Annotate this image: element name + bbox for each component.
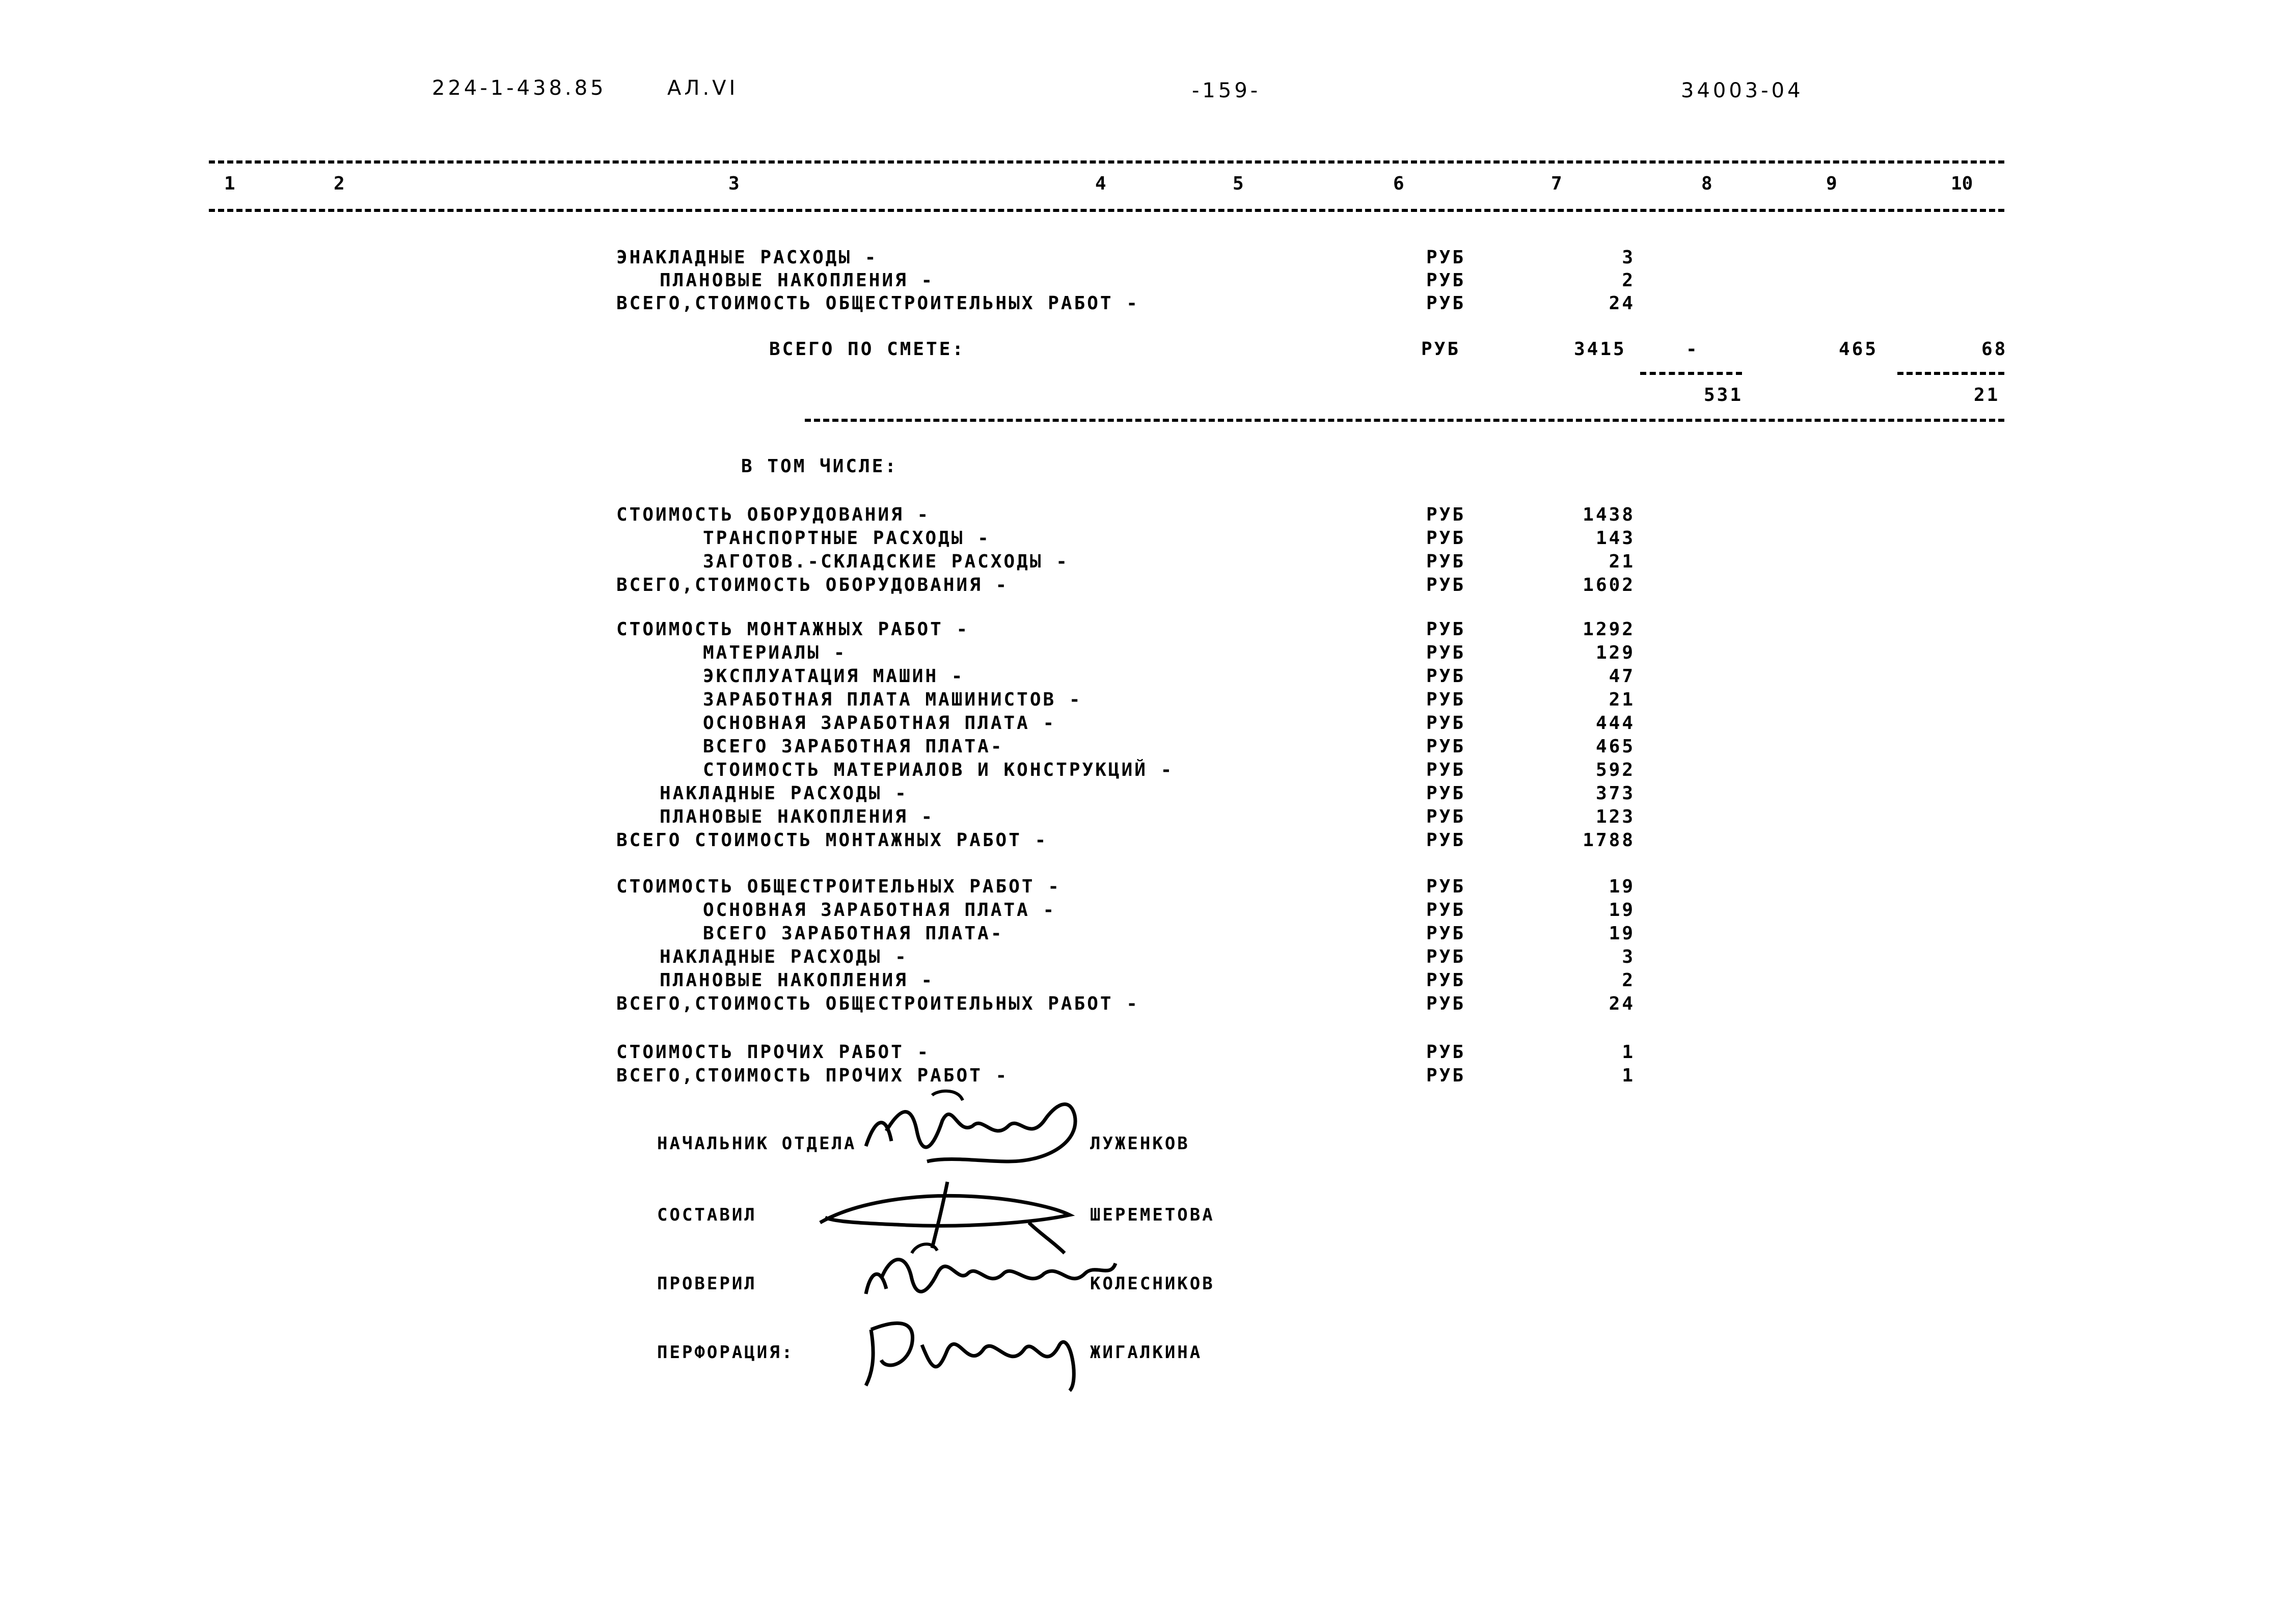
cost-row [616, 528, 1635, 551]
cost-row [616, 575, 1635, 598]
cost-row-unit: РУБ [1426, 293, 1466, 314]
page-number: -159- [1192, 79, 1261, 102]
cost-row-label: СТОИМОСТЬ МАТЕРИАЛОВ И КОНСТРУКЦИЙ - [703, 760, 1174, 780]
cost-row-value: 592 [1595, 760, 1635, 780]
cost-row-label: ЗАГОТОВ.-СКЛАДСКИЕ РАСХОДЫ - [703, 551, 1069, 572]
cost-row-label: ЭНАКЛАДНЫЕ РАСХОДЫ - [616, 247, 878, 268]
cost-row-value: 129 [1595, 642, 1635, 663]
cost-row [616, 900, 1635, 923]
cost-row-label: ВСЕГО СТОИМОСТЬ МОНТАЖНЫХ РАБОТ - [616, 830, 1048, 851]
cost-row-value: 21 [1609, 551, 1635, 572]
cost-row-value: 143 [1595, 528, 1635, 549]
column-number-2: 2 [334, 173, 345, 194]
cost-row-label: ВСЕГО,СТОИМОСТЬ ОБЩЕСТРОИТЕЛЬНЫХ РАБОТ - [616, 293, 1139, 314]
cost-row-label: ВСЕГО,СТОИМОСТЬ ПРОЧИХ РАБОТ - [616, 1065, 1009, 1086]
cost-row-label: ОСНОВНАЯ ЗАРАБОТНАЯ ПЛАТА - [703, 900, 1056, 921]
cost-row [616, 713, 1635, 736]
cost-row-unit: РУБ [1426, 1042, 1466, 1063]
signature-role: СОСТАВИЛ [657, 1205, 757, 1225]
signature-kolesnikov [861, 1233, 1126, 1319]
cost-row [616, 783, 1635, 806]
cost-row-label: СТОИМОСТЬ ПРОЧИХ РАБОТ - [616, 1042, 931, 1063]
cost-row-label: ЗАРАБОТНАЯ ПЛАТА МАШИНИСТОВ - [703, 689, 1082, 710]
including-label: В ТОМ ЧИСЛЕ: [741, 456, 899, 477]
cost-row-unit: РУБ [1426, 551, 1466, 572]
cost-row-unit: РУБ [1426, 970, 1466, 991]
cost-row-label: ПЛАНОВЫЕ НАКОПЛЕНИЯ - [660, 970, 935, 991]
cost-row [616, 876, 1635, 900]
cost-row-label: СТОИМОСТЬ МОНТАЖНЫХ РАБОТ - [616, 619, 970, 640]
total-bottom-rule [805, 419, 2004, 422]
cost-row-label: СТОИМОСТЬ ОБЩЕСТРОИТЕЛЬНЫХ РАБОТ - [616, 876, 1061, 897]
estimate-code: 34003-04 [1681, 79, 1804, 102]
cost-row [616, 689, 1635, 713]
total-row [611, 339, 2008, 362]
cost-row [616, 760, 1635, 783]
cost-row-value: 465 [1595, 736, 1635, 757]
cost-row-label: ОСНОВНАЯ ЗАРАБОТНАЯ ПЛАТА - [703, 713, 1056, 734]
column-number-6: 6 [1393, 173, 1404, 194]
cost-row-value: 1 [1622, 1042, 1635, 1063]
cost-row [616, 736, 1635, 760]
cost-row-unit: РУБ [1426, 736, 1466, 757]
cost-row-value: 2 [1622, 970, 1635, 991]
table-header-rule [209, 209, 2004, 212]
cost-row [616, 666, 1635, 689]
cost-row-unit: РУБ [1426, 760, 1466, 780]
column-number-8: 8 [1701, 173, 1712, 194]
cost-row [616, 946, 1635, 970]
cost-row [616, 247, 1635, 270]
signature-role: НАЧАЛЬНИК ОТДЕЛА [657, 1133, 857, 1154]
cost-row [616, 1042, 1635, 1065]
signature-name: ЛУЖЕНКОВ [1090, 1133, 1190, 1154]
cost-row-unit: РУБ [1426, 619, 1466, 640]
cost-row-unit: РУБ [1426, 783, 1466, 804]
cost-row-label: ПЛАНОВЫЕ НАКОПЛЕНИЯ - [660, 806, 935, 827]
cost-row-label: ПЛАНОВЫЕ НАКОПЛЕНИЯ - [660, 270, 935, 291]
cost-row-unit: РУБ [1426, 504, 1466, 525]
cost-row [616, 551, 1635, 575]
table-top-rule [209, 160, 2004, 164]
cost-row-unit: РУБ [1426, 1065, 1466, 1086]
cost-row-value: 3 [1622, 946, 1635, 967]
cost-row [616, 270, 1635, 293]
cost-row-value: 47 [1609, 666, 1635, 687]
total-col8-below: 531 [1704, 385, 1744, 405]
cost-row-label: НАКЛАДНЫЕ РАСХОДЫ - [660, 946, 908, 967]
signature-role: ПРОВЕРИЛ [657, 1274, 757, 1294]
column-number-1: 1 [224, 173, 235, 194]
cost-row-label: ТРАНСПОРТНЫЕ РАСХОДЫ - [703, 528, 991, 549]
signature-role: ПЕРФОРАЦИЯ: [657, 1342, 795, 1363]
col8-fraction-rule [1640, 372, 1742, 375]
cost-row-unit: РУБ [1426, 876, 1466, 897]
cost-row [616, 970, 1635, 993]
cost-row-label: ВСЕГО ЗАРАБОТНАЯ ПЛАТА- [703, 736, 1004, 757]
cost-row-value: 1438 [1583, 504, 1635, 525]
signature-zhigalkina [856, 1309, 1090, 1396]
signature-name: КОЛЕСНИКОВ [1090, 1274, 1215, 1294]
cost-row-value: 19 [1609, 900, 1635, 921]
cost-row-value: 21 [1609, 689, 1635, 710]
cost-row-value: 19 [1609, 923, 1635, 944]
cost-row-unit: РУБ [1426, 666, 1466, 687]
cost-row [616, 619, 1635, 642]
column-number-9: 9 [1826, 173, 1837, 194]
column-number-3: 3 [728, 173, 740, 194]
cost-row-value: 19 [1609, 876, 1635, 897]
column-number-4: 4 [1095, 173, 1106, 194]
cost-row [616, 642, 1635, 666]
cost-row-value: 123 [1595, 806, 1635, 827]
cost-row-value: 2 [1622, 270, 1635, 291]
cost-row [616, 293, 1635, 316]
total-col8: - [1686, 339, 1699, 360]
total-label: ВСЕГО ПО СМЕТЕ: [769, 339, 966, 360]
cost-row [616, 504, 1635, 528]
cost-row [616, 993, 1635, 1017]
cost-row-label: ЭКСПЛУАТАЦИЯ МАШИН - [703, 666, 965, 687]
cost-row-value: 444 [1595, 713, 1635, 734]
cost-row-unit: РУБ [1426, 946, 1466, 967]
cost-row-value: 24 [1609, 293, 1635, 314]
column-number-10: 10 [1951, 173, 1973, 194]
cost-row-unit: РУБ [1426, 900, 1466, 921]
cost-row-label: ВСЕГО,СТОИМОСТЬ ОБОРУДОВАНИЯ - [616, 575, 1009, 596]
cost-row-label: НАКЛАДНЫЕ РАСХОДЫ - [660, 783, 908, 804]
total-unit: РУБ [1421, 339, 1461, 360]
signature-name: ШЕРЕМЕТОВА [1090, 1205, 1215, 1225]
cost-row-label: СТОИМОСТЬ ОБОРУДОВАНИЯ - [616, 504, 931, 525]
col10-fraction-rule [1897, 372, 2004, 375]
cost-row [616, 1065, 1635, 1089]
cost-row-label: ВСЕГО,СТОИМОСТЬ ОБЩЕСТРОИТЕЛЬНЫХ РАБОТ - [616, 993, 1139, 1014]
cost-row [616, 806, 1635, 830]
cost-row-unit: РУБ [1426, 270, 1466, 291]
cost-row-unit: РУБ [1426, 247, 1466, 268]
cost-row-label: МАТЕРИАЛЫ - [703, 642, 847, 663]
cost-row-value: 1602 [1583, 575, 1635, 596]
cost-row-value: 1 [1622, 1065, 1635, 1086]
cost-row-unit: РУБ [1426, 923, 1466, 944]
cost-row [616, 923, 1635, 946]
cost-row-unit: РУБ [1426, 830, 1466, 851]
album-number: АЛ.VI [667, 76, 739, 100]
cost-row-unit: РУБ [1426, 806, 1466, 827]
cost-row-value: 24 [1609, 993, 1635, 1014]
cost-row-value: 1292 [1583, 619, 1635, 640]
signature-name: ЖИГАЛКИНА [1090, 1342, 1203, 1363]
cost-row-unit: РУБ [1426, 689, 1466, 710]
column-number-5: 5 [1233, 173, 1244, 194]
cost-row-unit: РУБ [1426, 713, 1466, 734]
total-col10: 68 [1981, 339, 2008, 360]
cost-row-label: ВСЕГО ЗАРАБОТНАЯ ПЛАТА- [703, 923, 1004, 944]
total-col9: 465 [1839, 339, 1879, 360]
total-col7: 3415 [1574, 339, 1626, 360]
cost-row-unit: РУБ [1426, 575, 1466, 596]
cost-row-unit: РУБ [1426, 993, 1466, 1014]
column-number-7: 7 [1551, 173, 1562, 194]
cost-row-value: 373 [1595, 783, 1635, 804]
cost-row-value: 3 [1622, 247, 1635, 268]
document-code: 224-1-438.85 [432, 76, 607, 100]
cost-row-value: 1788 [1583, 830, 1635, 851]
cost-row-unit: РУБ [1426, 528, 1466, 549]
total-col10-below: 21 [1974, 385, 2000, 405]
cost-row-unit: РУБ [1426, 642, 1466, 663]
cost-row [616, 830, 1635, 853]
